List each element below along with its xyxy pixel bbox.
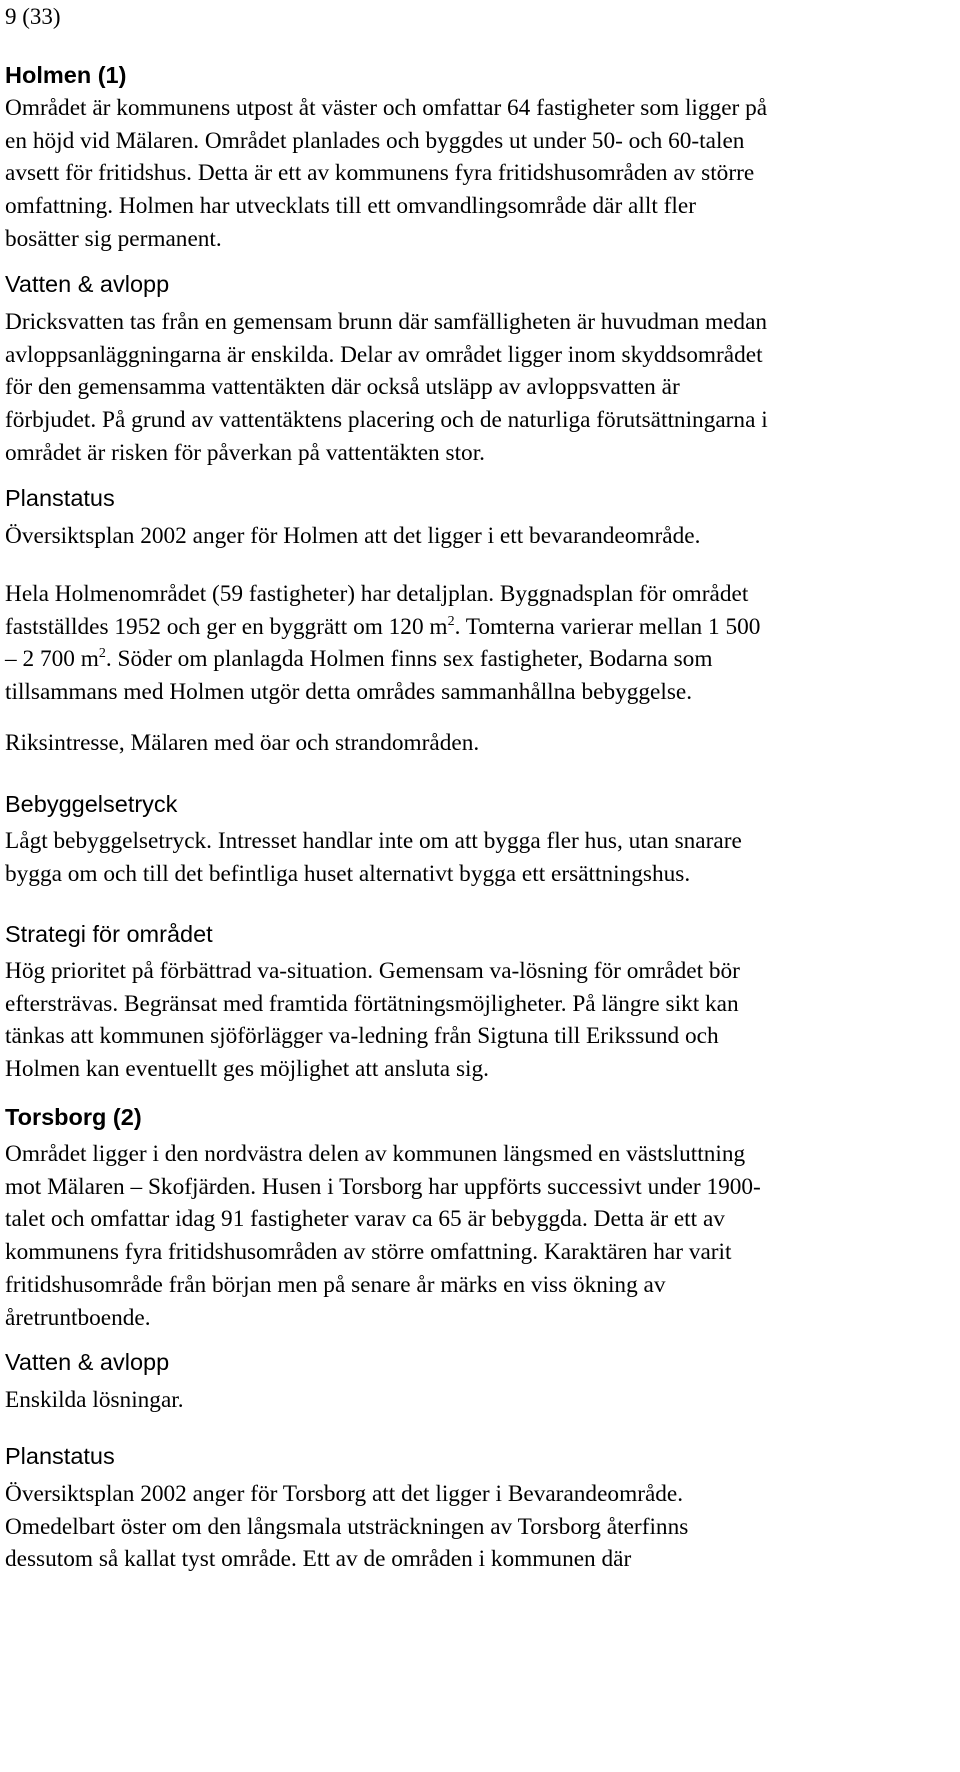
subheading-vatten-avlopp: Vatten & avlopp	[5, 271, 170, 297]
text-line: en höjd vid Mälaren. Området planlades och byggdes ut under 50- och 60-talen	[5, 127, 745, 154]
text-line: avloppsanläggningarna är enskilda. Delar av området ligger inom skyddsområdet	[5, 341, 763, 368]
text-line: för den gemensamma vattentäkten där också utsläpp av avloppsvatten är	[5, 374, 680, 401]
subheading-strategi: Strategi för området	[5, 921, 213, 947]
holmen-bebyggelsetryck-text	[5, 825, 953, 890]
subheading-vatten-avlopp: Vatten & avlopp	[5, 1349, 170, 1375]
text-line: – 2 700 $m^2$. Söder om planlagda Holmen finns sex fastigheter, Bodarna som	[5, 646, 713, 673]
subheading-planstatus: Planstatus	[5, 485, 115, 511]
text-line: tänkas att kommunen sjöförlägger va-ledning från Sigtuna till Erikssund och	[5, 1023, 719, 1050]
text-line: Området ligger i den nordvästra delen av kommunen längsmed en västsluttning	[5, 1141, 746, 1167]
subheading-planstatus: Planstatus	[5, 1443, 115, 1469]
text-line: åretruntboende.	[5, 1304, 151, 1331]
text-line: Omedelbart öster om den långsmala utsträckningen av Torsborg återfinns	[5, 1513, 689, 1540]
text-line: Dricksvatten tas från en gemensam brunn där samfälligheten är huvudman medan	[5, 309, 768, 335]
section-title-holmen: Holmen (1)	[5, 62, 127, 88]
text-line: kommunens fyra fritidshusområden av större omfattning. Karaktären har varit	[5, 1239, 732, 1266]
text-line: Hela Holmenområdet (59 fastigheter) har detaljplan. Byggnadsplan för området	[5, 581, 749, 607]
text-line: Hög prioritet på förbättrad va-situation. Gemensam va-lösning för området bör	[5, 958, 740, 984]
text-line: omfattning. Holmen har utvecklats till ett omvandlingsområde där allt fler	[5, 193, 696, 220]
text-line: bygga om och till det befintliga huset alternativt bygga ett ersättningshus.	[5, 860, 691, 887]
holmen-planstatus-p1: Översiktsplan 2002 anger för Holmen att det ligger i ett bevarandeområde.	[5, 523, 701, 549]
text-line: fritidshusområde från början men på senare år märks en viss ökning av	[5, 1271, 666, 1298]
section-title-torsborg: Torsborg (2)	[5, 1104, 142, 1130]
text-line: fastställdes 1952 och ger en byggrätt om 120 $m^2$. Tomterna varierar mellan 1 500	[5, 613, 761, 640]
holmen-strategi-text	[5, 955, 953, 1086]
text-line: avsett för fritidshus. Detta är ett av kommunens fyra fritidshusområden av större	[5, 160, 755, 187]
text-line: Holmen kan eventuellt ges möjlighet att ansluta sig.	[5, 1056, 489, 1083]
text-line: talet och omfattar idag 91 fastigheter varav ca 65 är bebyggda. Detta är ett av	[5, 1206, 725, 1233]
text-line: tillsammans med Holmen utgör detta områdes sammanhållna bebyggelse.	[5, 679, 693, 706]
holmen-vatten-text	[5, 306, 953, 470]
page-number: 9 (33)	[5, 4, 61, 29]
torsborg-intro	[5, 1138, 953, 1334]
holmen-intro	[5, 92, 953, 256]
text-line: eftersträvas. Begränsat med framtida förtätningsmöjligheter. På längre sikt kan	[5, 990, 739, 1017]
text-line: förbjudet. På grund av vattentäktens placering och de naturliga förutsättningarna i	[5, 407, 768, 434]
holmen-planstatus-p2	[5, 578, 953, 709]
text-line: området är risken för påverkan på vattentäkten stor.	[5, 439, 485, 466]
text-line: Området är kommunens utpost åt väster och omfattar 64 fastigheter som ligger på	[5, 95, 768, 121]
text-line: dessutom så kallat tyst område. Ett av de områden i kommunen där	[5, 1546, 632, 1573]
torsborg-vatten-text: Enskilda lösningar.	[5, 1387, 184, 1413]
holmen-riksintresse: Riksintresse, Mälaren med öar och strandområden.	[5, 730, 480, 756]
text-line: mot Mälaren – Skofjärden. Husen i Torsborg har uppförts successivt under 1900-	[5, 1173, 761, 1200]
text-line: Översiktsplan 2002 anger för Torsborg att det ligger i Bevarandeområde.	[5, 1481, 684, 1507]
torsborg-planstatus-text	[5, 1478, 953, 1576]
text-line: bosätter sig permanent.	[5, 225, 222, 252]
text-line: Lågt bebyggelsetryck. Intresset handlar inte om att bygga fler hus, utan snarare	[5, 828, 742, 854]
subheading-bebyggelsetryck: Bebyggelsetryck	[5, 791, 178, 817]
